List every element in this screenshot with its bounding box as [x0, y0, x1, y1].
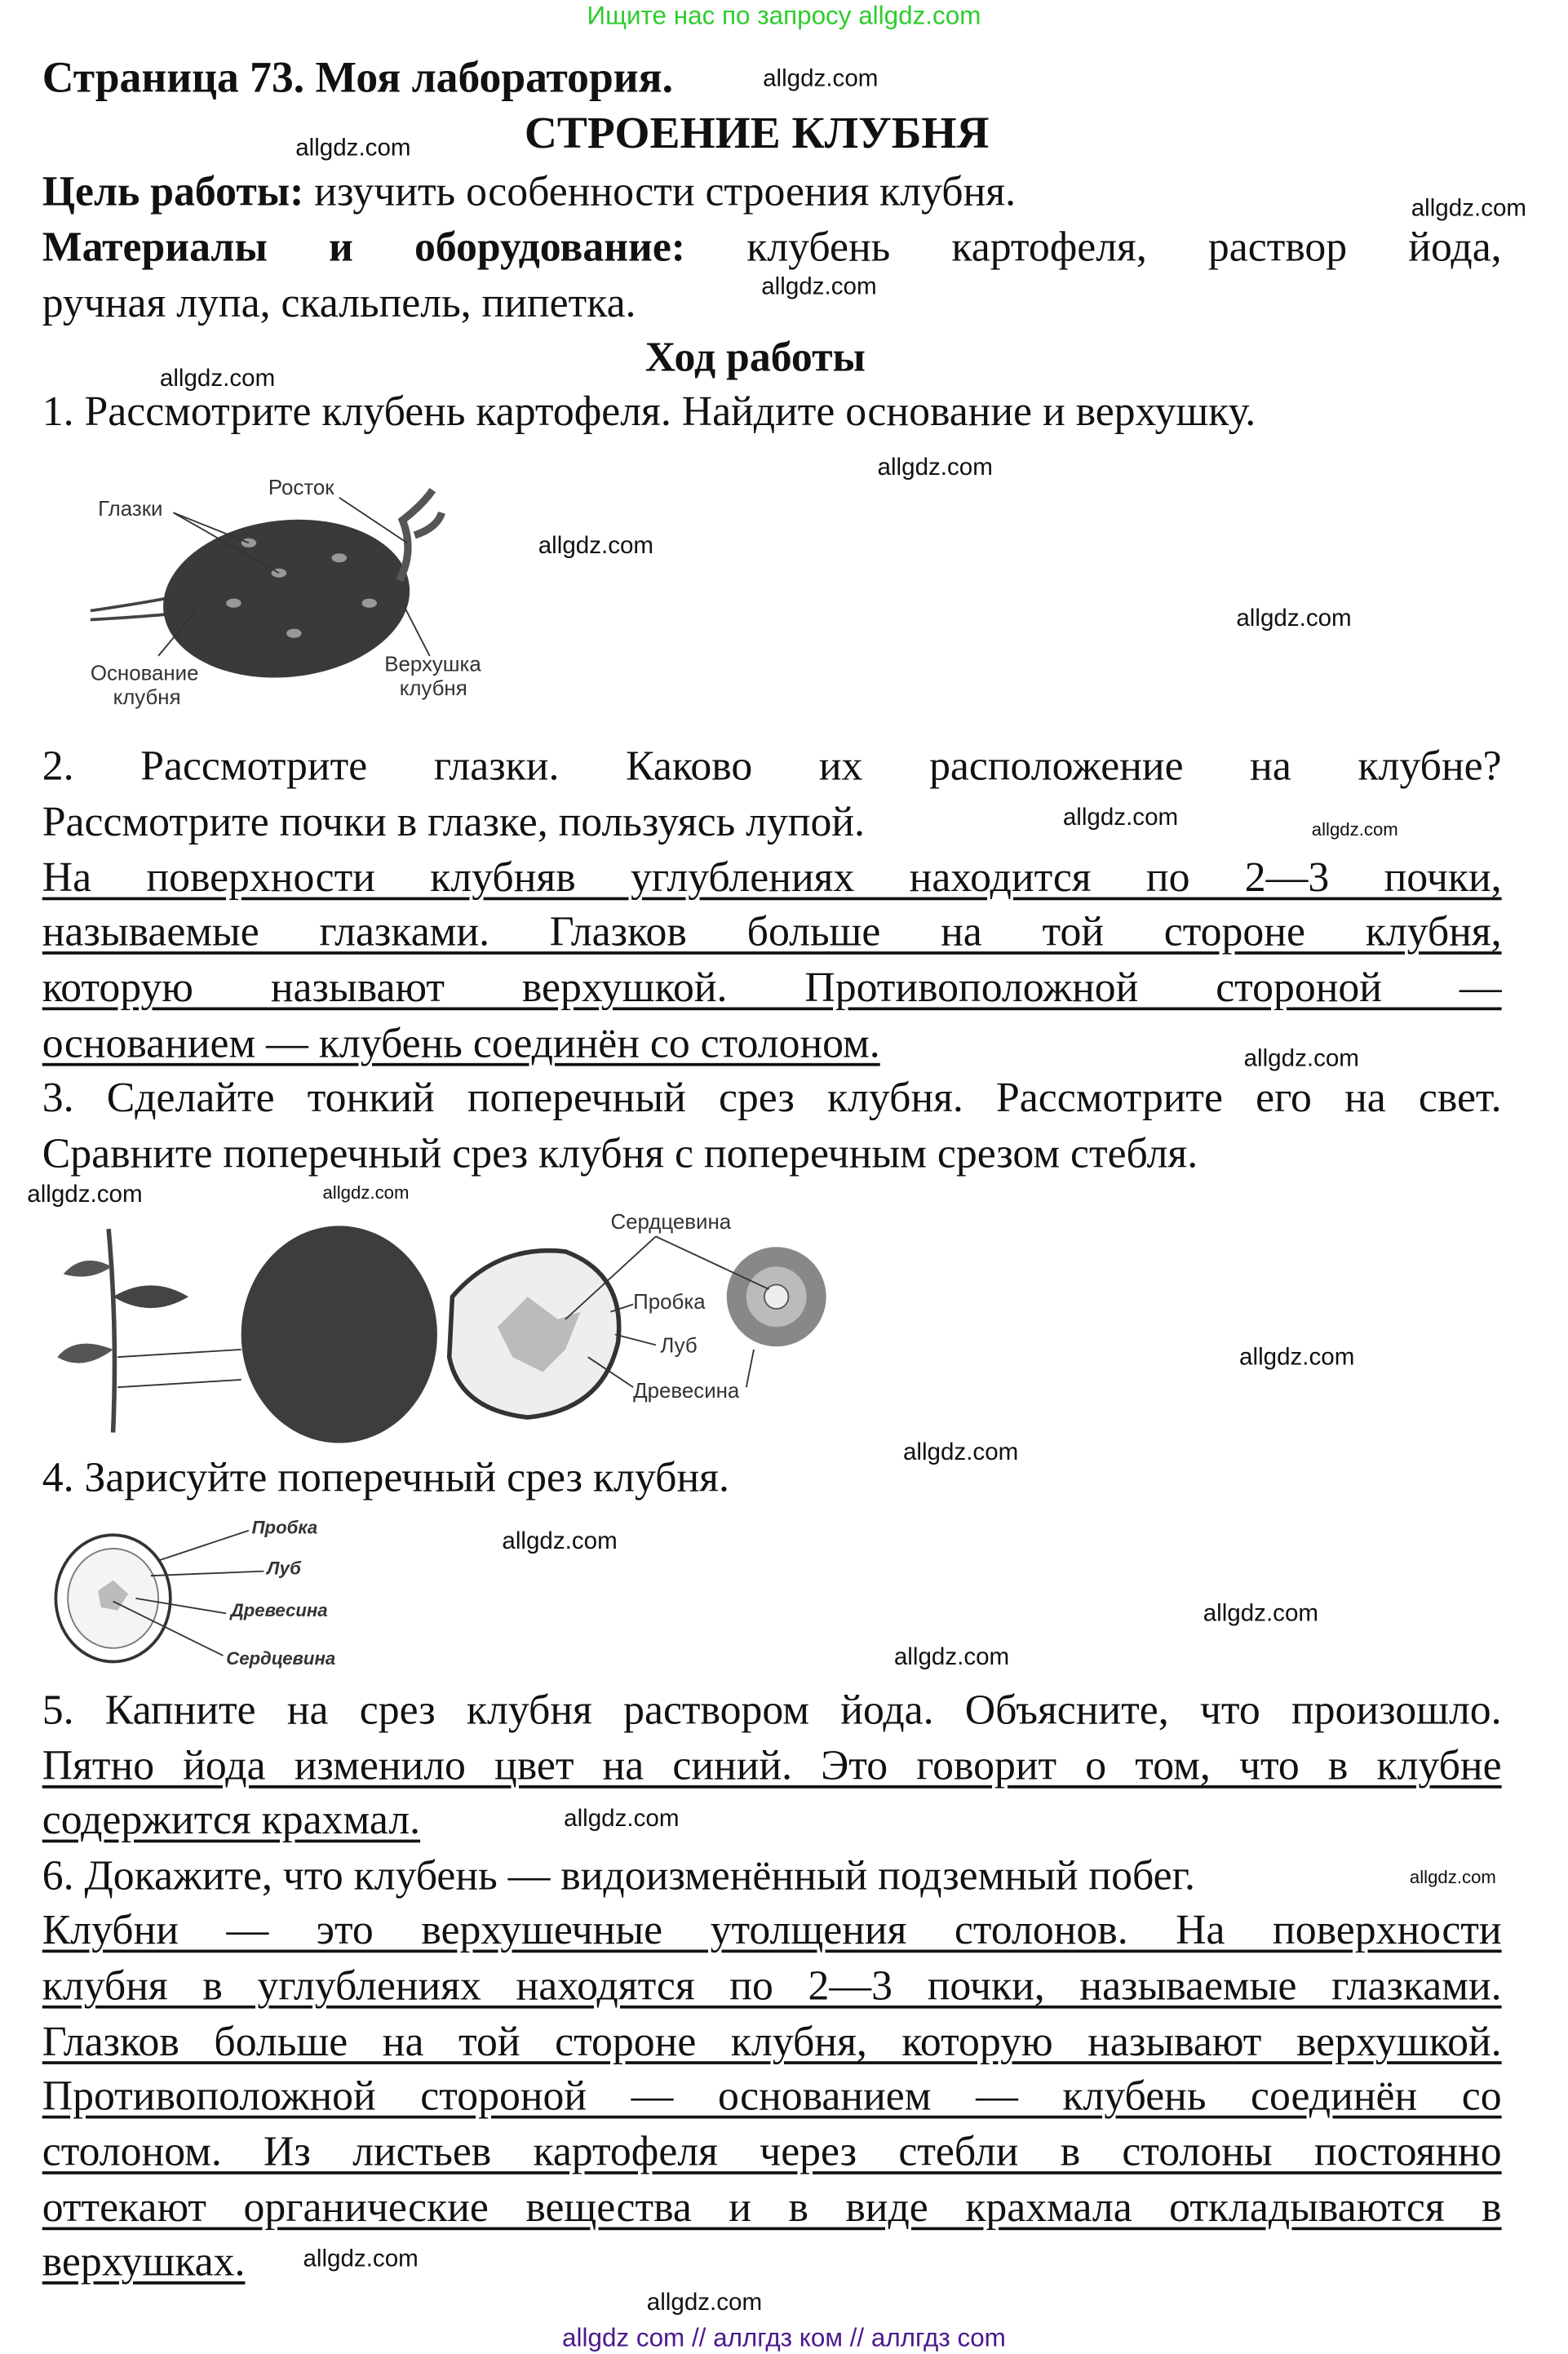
label-wood: Древесина — [633, 1380, 740, 1403]
step-4: 4. Зарисуйте поперечный срез клубня. — [42, 1455, 729, 1502]
watermark: allgdz.com — [502, 1528, 618, 1555]
answer-6-line: верхушках. — [42, 2239, 246, 2286]
answer-6-line: Глазков больше на той стороне клубня, которую называют верхушкой. — [42, 2019, 1502, 2066]
tuber-figure — [53, 460, 520, 724]
work-title: СТРОЕНИЕ КЛУБНЯ — [524, 109, 990, 159]
watermark: allgdz.com — [1062, 805, 1179, 831]
watermark: allgdz.com — [303, 2246, 419, 2272]
watermark: allgdz.com — [646, 2290, 763, 2316]
watermark: allgdz.com — [1243, 1046, 1359, 1072]
procedure-heading: Ход работы — [644, 335, 866, 382]
answer-2-line: На поверхности клубняв углублениях находится по 2—3 почки, — [42, 854, 1502, 902]
label-eyes: Глазки — [98, 498, 163, 521]
label-pith: Сердцевина — [226, 1648, 336, 1669]
step-2-line-2: Рассмотрите почки в глазке, пользуясь лупой. — [42, 799, 866, 846]
answer-5-line: содержится крахмал. — [42, 1797, 421, 1845]
label-phloem: Луб — [660, 1334, 698, 1358]
materials-line-2: ручная лупа, скальпель, пипетка. — [42, 280, 636, 328]
label-base: Основание — [90, 662, 199, 685]
label-wood: Древесина — [230, 1600, 328, 1621]
label-sprout: Росток — [268, 477, 334, 500]
step-5: 5. Капните на срез клубня раствором йода. Объясните, что произошло. — [42, 1687, 1502, 1735]
watermark: allgdz.com — [761, 274, 877, 300]
answer-6-line: Противоположной стороной — основанием — клубень соединён со — [42, 2073, 1502, 2121]
materials-line — [42, 226, 1502, 271]
watermark: allgdz.com — [877, 455, 993, 481]
watermark: allgdz.com — [538, 534, 654, 560]
label-base-2: клубня — [113, 686, 181, 710]
page-title: Страница 73. Моя лаборатория. — [42, 54, 674, 103]
step-3-line-2: Сравните поперечный срез клубня с поперечным срезом стебля. — [42, 1131, 1198, 1178]
goal-text: изучить особенности строения клубня. — [303, 168, 1017, 216]
label-cork: Пробка — [633, 1291, 706, 1314]
watermark: allgdz.com — [295, 135, 411, 162]
label-top-2: клубня — [399, 676, 467, 700]
cross-section-figure — [45, 1206, 844, 1447]
watermark: allgdz.com — [564, 1806, 680, 1833]
answer-6-line: столоном. Из листьев картофеля через стебли в столоны постоянно — [42, 2129, 1502, 2176]
answer-5-line: Пятно йода изменило цвет на синий. Это говорит о том, что в клубне — [42, 1743, 1502, 1790]
goal-line — [42, 168, 1017, 216]
header-banner[interactable]: Ищите нас по запросу allgdz.com — [587, 1, 981, 30]
watermark: allgdz.com — [322, 1181, 410, 1204]
label-pith: Сердцевина — [610, 1211, 732, 1235]
watermark: allgdz.com — [1311, 818, 1398, 840]
footer-links[interactable]: allgdz com // аллгдз ком // аллгдз com — [562, 2323, 1006, 2352]
goal-label: Цель работы: — [42, 168, 304, 216]
tuber-drawing — [45, 1508, 361, 1682]
step-2: 2. Рассмотрите глазки. Каково их расположение на клубне? — [42, 743, 1502, 791]
watermark: allgdz.com — [1236, 605, 1352, 632]
watermark: allgdz.com — [1411, 196, 1527, 222]
materials-text: клубень картофеля, раствор йода, — [685, 226, 1502, 272]
label-top: Верхушка — [384, 653, 481, 676]
answer-2-line: основанием — клубень соединён со столоном. — [42, 1021, 880, 1068]
step-3: 3. Сделайте тонкий поперечный срез клубня. Рассмотрите его на свет. — [42, 1075, 1502, 1122]
watermark: allgdz.com — [27, 1181, 143, 1208]
watermark: allgdz.com — [902, 1439, 1019, 1466]
step-1: 1. Рассмотрите клубень картофеля. Найдите основание и верхушку. — [42, 388, 1256, 437]
answer-6-line: клубня в углублениях находятся по 2—3 почки, называемые глазками. — [42, 1963, 1502, 2010]
materials-label: Материалы и оборудование: — [42, 226, 686, 272]
watermark: allgdz.com — [159, 366, 276, 392]
answer-6-line: оттекают органические вещества и в виде крахмала откладываются в — [42, 2184, 1502, 2232]
watermark: allgdz.com — [1239, 1345, 1355, 1371]
watermark: allgdz.com — [1409, 1866, 1496, 1888]
answer-2-line: которую называют верхушкой. Противоположной стороной — — [42, 964, 1502, 1013]
label-cork: Пробка — [251, 1517, 318, 1538]
watermark: allgdz.com — [763, 66, 879, 92]
answer-6-line: Клубни — это верхушечные утолщения столонов. На поверхности — [42, 1907, 1502, 1955]
label-phloem: Луб — [267, 1558, 301, 1579]
answer-2-line: называемые глазками. Глазков больше на той стороне клубня, — [42, 909, 1502, 956]
watermark: allgdz.com — [1203, 1601, 1319, 1627]
watermark: allgdz.com — [893, 1645, 1010, 1671]
step-6: 6. Докажите, что клубень — видоизменённый подземный побег. — [42, 1853, 1195, 1900]
